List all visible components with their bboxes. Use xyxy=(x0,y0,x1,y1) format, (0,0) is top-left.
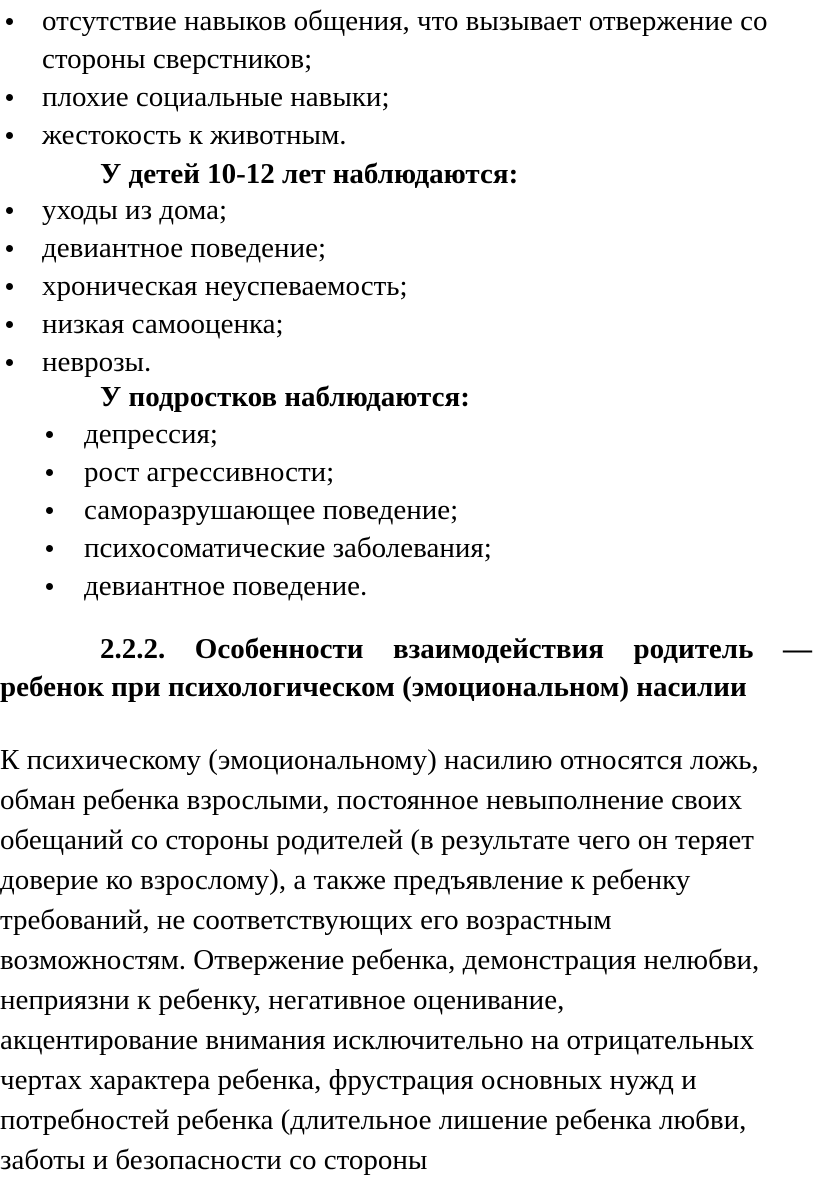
section-title-line-1 xyxy=(0,630,812,668)
bullet-icon xyxy=(6,132,13,139)
bullet-icon xyxy=(6,283,13,290)
list-item-text: жестокость к животным. xyxy=(42,119,347,151)
list-item-text: уходы из дома; xyxy=(42,194,228,226)
list-item-text: хроническая неуспеваемость; xyxy=(42,270,408,302)
list-item-text: отсутствие навыков общения, что вызывает отвержение со стороны сверстников; xyxy=(42,5,768,75)
section-title-word: — xyxy=(782,633,812,665)
bullet-icon xyxy=(46,507,53,514)
section-title xyxy=(0,630,812,706)
symptom-list-teens xyxy=(0,415,816,605)
list-item xyxy=(0,116,816,154)
bullet-icon xyxy=(46,583,53,590)
body-paragraph xyxy=(0,740,816,1180)
paragraph-line: чертах характера ребенка, фрустрация основных нужд и xyxy=(0,1064,697,1096)
list-item-text: девиантное поведение; xyxy=(42,232,327,264)
list-item xyxy=(0,2,812,78)
list-item xyxy=(0,491,816,529)
paragraph-line: акцентирование внимания исключительно на отрицательных xyxy=(0,1024,755,1056)
list-item-text: депрессия; xyxy=(84,418,218,450)
list-item-text: саморазрушающее поведение; xyxy=(84,494,459,526)
section-title-word: родитель xyxy=(633,633,754,665)
list-item-text: неврозы. xyxy=(42,346,152,378)
list-item xyxy=(0,415,816,453)
bullet-icon xyxy=(46,431,53,438)
list-item xyxy=(0,343,816,381)
list-item-text: девиантное поведение. xyxy=(84,570,368,602)
bullet-icon xyxy=(46,545,53,552)
bullet-icon xyxy=(6,18,13,25)
heading-teenagers: У подростков наблюдаются: xyxy=(100,381,470,413)
symptom-list-10-12 xyxy=(0,191,816,381)
list-item xyxy=(0,305,816,343)
list-item xyxy=(0,453,816,491)
section-title-line-2: ребенок при психологическом (эмоциональном) насилии xyxy=(0,671,747,703)
paragraph-line: обещаний со стороны родителей (в результате чего он теряет xyxy=(0,824,754,856)
list-item xyxy=(0,78,816,116)
paragraph-line: требований, не соответствующих его возрастным xyxy=(0,904,612,936)
section-number: 2.2.2. xyxy=(100,633,166,665)
list-item xyxy=(0,529,816,567)
section-title-word: взаимодействия xyxy=(392,633,604,665)
list-item-text: низкая самооценка; xyxy=(42,308,284,340)
bullet-icon xyxy=(6,245,13,252)
paragraph-line: обман ребенка взрослыми, постоянное невыполнение своих xyxy=(0,784,743,816)
section-title-word: Особенности xyxy=(194,633,364,665)
list-item xyxy=(0,567,816,605)
heading-children-10-12: У детей 10-12 лет наблюдаются: xyxy=(100,158,519,190)
paragraph-line: неприязни к ребенку, негативное оценивание, xyxy=(0,984,565,1016)
bullet-icon xyxy=(6,359,13,366)
bullet-icon xyxy=(6,321,13,328)
symptom-list-general xyxy=(0,2,816,154)
list-item xyxy=(0,229,816,267)
paragraph-line: доверие ко взрослому), а также предъявление к ребенку xyxy=(0,864,691,896)
list-item xyxy=(0,191,816,229)
paragraph-line: заботы и безопасности со стороны xyxy=(0,1144,428,1176)
list-item-text: плохие социальные навыки; xyxy=(42,81,390,113)
bullet-icon xyxy=(46,469,53,476)
paragraph-line: потребностей ребенка (длительное лишение ребенка любви, xyxy=(0,1104,747,1136)
bullet-icon xyxy=(6,207,13,214)
list-item-text: психосоматические заболевания; xyxy=(84,532,492,564)
paragraph-line: К психическому (эмоциональному) насилию относятся ложь, xyxy=(0,744,759,776)
paragraph-line: возможностям. Отвержение ребенка, демонстрация нелюбви, xyxy=(0,944,760,976)
list-item-text: рост агрессивности; xyxy=(84,456,335,488)
bullet-icon xyxy=(6,94,13,101)
list-item xyxy=(0,267,816,305)
